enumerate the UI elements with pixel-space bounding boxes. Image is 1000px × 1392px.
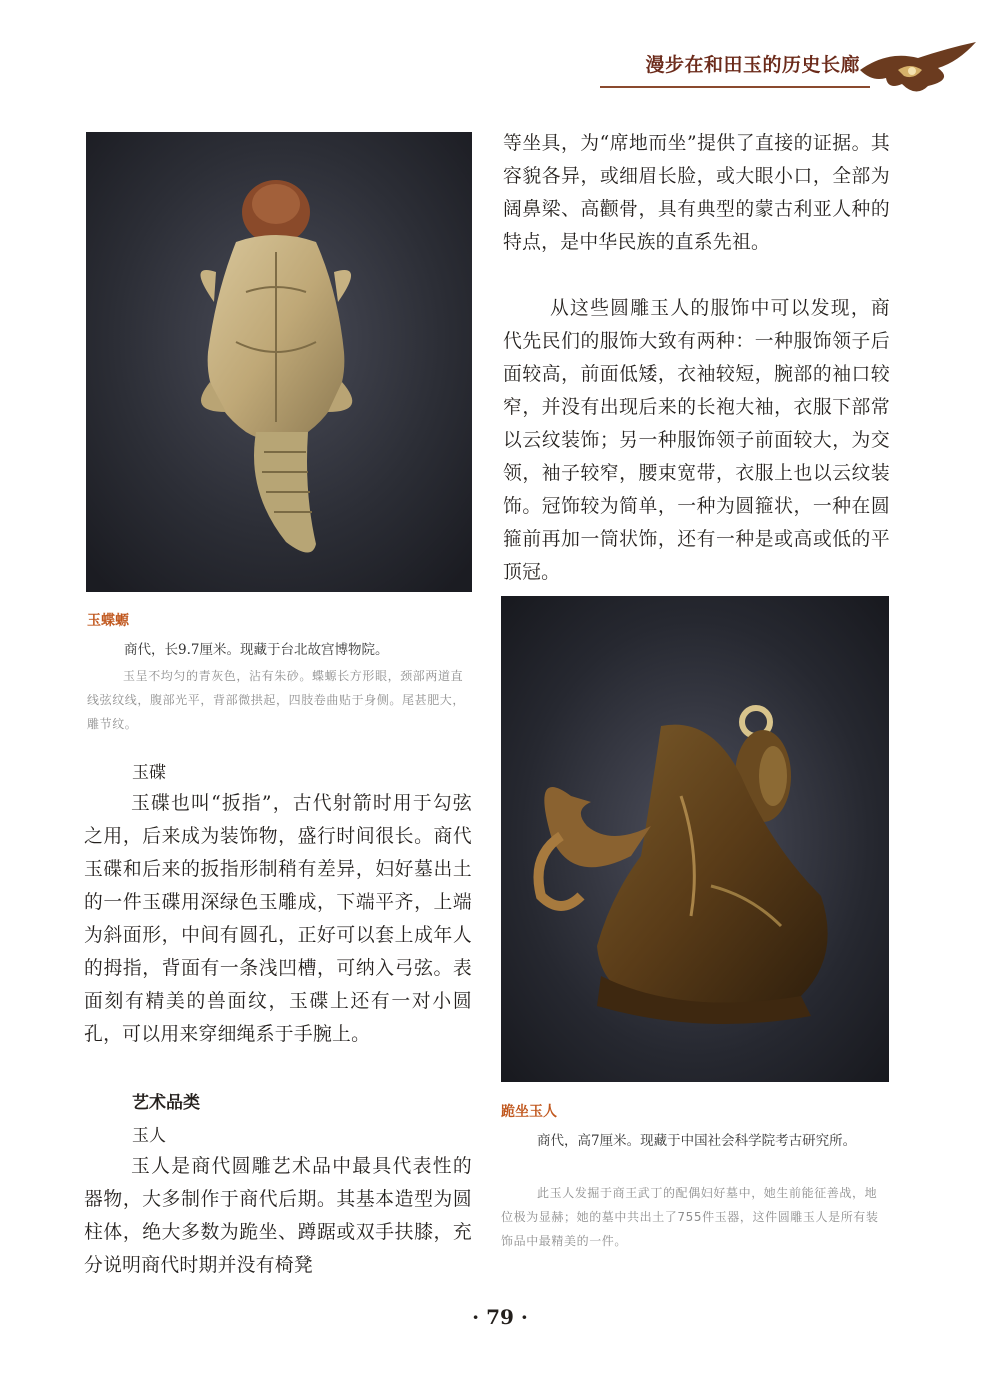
figure2-caption: 商代，高7厘米。现藏于中国社会科学院考古研究所。 (537, 1133, 857, 1149)
subhead-art-category: 艺术品类 (132, 1093, 200, 1113)
figure1-title: 玉蝶螈 (87, 613, 129, 629)
left-paragraph-1: 玉碟也叫“扳指”，古代射箭时用于勾弦之用，后来成为装饰物，盛行时间很长。商代玉碟和后来的扳指形制稍有差异，妇好墓出土的一件玉碟用深绿色玉雕成，下端平齐，上端为斜面形，中间有圆孔，正好可以套上成年人的拇指，背面有一条浅凹槽，可纳入弓弦。表面刻有精美的兽面纹，玉碟上还有一对小圆孔，可以用来穿细绳系于手腕上。 (84, 793, 472, 1045)
figure1-description: 玉呈不均匀的青灰色，沾有朱砂。蝶螈长方形眼，颈部两道直线弦纹线，腹部光平，背部微拱起，四肢卷曲贴于身侧。尾甚肥大，雕节纹。 (87, 669, 466, 731)
cloud-ornament-icon (858, 40, 978, 100)
figure2-title: 跪坐玉人 (501, 1104, 557, 1120)
right-paragraph-2: 从这些圆雕玉人的服饰中可以发现，商代先民们的服饰大致有两种：一种服饰领子后面较高，前面低矮，衣袖较短，腕部的袖口较窄，并没有出现后来的长袍大袖，衣服下部常以云纹装饰；另一种服饰领子前面较大，为交领，袖子较窄，腰束宽带，衣服上也以云纹装饰。冠饰较为简单，一种为圆箍状，一种在圆箍前再加一筒状饰，还有一种是或高或低的平顶冠。 (503, 298, 890, 583)
subhead-jade-thumb-ring: 玉碟 (132, 763, 166, 783)
right-paragraph-1: 等坐具，为“席地而坐”提供了直接的证据。其容貌各异，或细眉长脸，或大眼小口，全部为阔鼻梁、高颧骨，具有典型的蒙古利亚人种的特点，是中华民族的直系先祖。 (503, 133, 890, 253)
figure2-description: 此玉人发掘于商王武丁的配偶妇好墓中，她生前能征善战，地位极为显赫；她的墓中共出土了755件玉器，这件圆雕玉人是所有装饰品中最精美的一件。 (501, 1186, 879, 1248)
header-rule (600, 86, 870, 88)
figure1-caption: 商代，长9.7厘米。现藏于台北故宫博物院。 (124, 642, 389, 658)
page-number: · 79 · (472, 1305, 528, 1329)
subhead-jade-figure: 玉人 (132, 1126, 166, 1146)
kneeling-jade-figure-photo (501, 596, 889, 1082)
running-header (0, 40, 1000, 100)
left-paragraph-2: 玉人是商代圆雕艺术品中最具代表性的器物，大多制作于商代后期。其基本造型为圆柱体，绝大多数为跪坐、蹲踞或双手扶膝，充分说明商代时期并没有椅凳 (84, 1156, 472, 1276)
jade-salamander-photo (86, 132, 472, 592)
header-title: 漫步在和田玉的历史长廊 (645, 54, 860, 76)
